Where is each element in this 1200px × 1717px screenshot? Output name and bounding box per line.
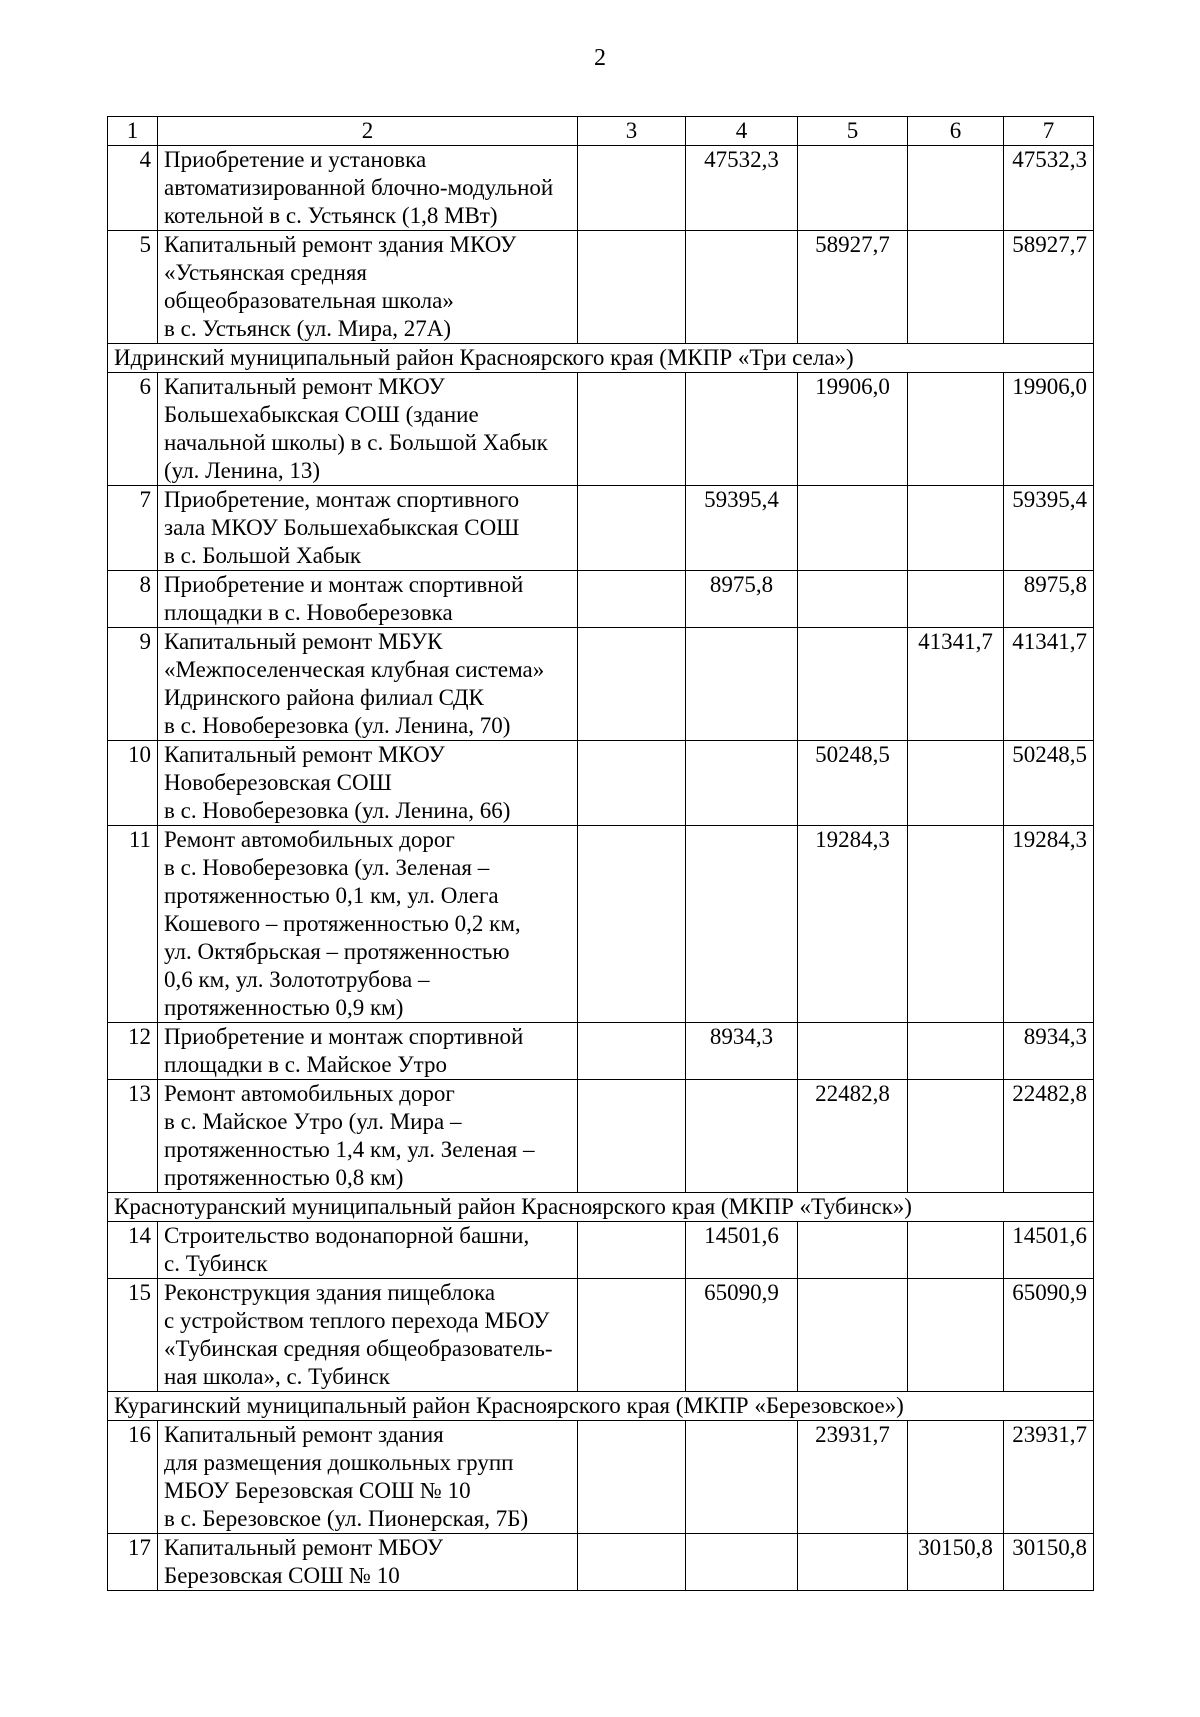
column-header: 3 bbox=[578, 117, 686, 146]
object-description bbox=[158, 1080, 578, 1193]
table-header-row bbox=[108, 117, 1094, 146]
description-line: в с. Березовское (ул. Пионерская, 7Б) bbox=[164, 1506, 529, 1531]
amount-c7: 19284,3 bbox=[1004, 826, 1094, 1023]
description-line: Капитальный ремонт МКОУ bbox=[164, 374, 445, 399]
amount-c5 bbox=[798, 1222, 908, 1279]
amount-c5 bbox=[798, 1534, 908, 1591]
description-line: с. Тубинск bbox=[164, 1251, 268, 1276]
amount-c6 bbox=[908, 486, 1004, 571]
row-number: 11 bbox=[108, 826, 158, 1023]
description-line: ул. Октябрьская – протяженностью bbox=[164, 939, 510, 964]
amount-c5 bbox=[798, 571, 908, 628]
amount-c3 bbox=[578, 146, 686, 231]
column-header: 6 bbox=[908, 117, 1004, 146]
amount-c6 bbox=[908, 571, 1004, 628]
description-line: Капитальный ремонт здания bbox=[164, 1422, 444, 1447]
object-description bbox=[158, 1534, 578, 1591]
object-description bbox=[158, 1279, 578, 1392]
object-description bbox=[158, 1421, 578, 1534]
amount-c3 bbox=[578, 1222, 686, 1279]
amount-c6 bbox=[908, 826, 1004, 1023]
amount-c7: 58927,7 bbox=[1004, 231, 1094, 344]
description-line: в с. Майское Утро (ул. Мира – bbox=[164, 1109, 462, 1134]
region-title: Курагинский муниципальный район Красноярского края (МКПР «Березовское») bbox=[108, 1392, 1094, 1421]
amount-c5: 19284,3 bbox=[798, 826, 908, 1023]
amount-c7: 59395,4 bbox=[1004, 486, 1094, 571]
description-line: в с. Устьянск (ул. Мира, 27А) bbox=[164, 316, 451, 341]
row-number: 6 bbox=[108, 373, 158, 486]
table-row bbox=[108, 1080, 1094, 1193]
amount-c6 bbox=[908, 373, 1004, 486]
amount-c3 bbox=[578, 826, 686, 1023]
amount-c6 bbox=[908, 1222, 1004, 1279]
description-line: в с. Большой Хабык bbox=[164, 543, 362, 568]
amount-c3 bbox=[578, 741, 686, 826]
amount-c4 bbox=[686, 1421, 798, 1534]
amount-c3 bbox=[578, 1080, 686, 1193]
table-row bbox=[108, 1534, 1094, 1591]
table-row bbox=[108, 1023, 1094, 1080]
description-line: Большехабыкская СОШ (здание bbox=[164, 402, 479, 427]
amount-c5 bbox=[798, 628, 908, 741]
amount-c3 bbox=[578, 1421, 686, 1534]
object-description bbox=[158, 826, 578, 1023]
table-row bbox=[108, 1222, 1094, 1279]
amount-c4 bbox=[686, 1534, 798, 1591]
amount-c3 bbox=[578, 1534, 686, 1591]
amount-c7: 23931,7 bbox=[1004, 1421, 1094, 1534]
amount-c6 bbox=[908, 741, 1004, 826]
description-line: 0,6 км, ул. Золототрубова – bbox=[164, 967, 430, 992]
amount-c4: 59395,4 bbox=[686, 486, 798, 571]
description-line: Капитальный ремонт здания МКОУ bbox=[164, 232, 517, 257]
description-line: протяженностью 0,9 км) bbox=[164, 995, 404, 1020]
amount-c7: 19906,0 bbox=[1004, 373, 1094, 486]
amount-c4 bbox=[686, 1080, 798, 1193]
object-description bbox=[158, 231, 578, 344]
description-line: начальной школы) в с. Большой Хабык bbox=[164, 430, 548, 455]
amount-c5: 50248,5 bbox=[798, 741, 908, 826]
object-description bbox=[158, 373, 578, 486]
description-line: Березовская СОШ № 10 bbox=[164, 1563, 400, 1588]
description-line: для размещения дошкольных групп bbox=[164, 1450, 514, 1475]
object-description bbox=[158, 1222, 578, 1279]
column-header: 5 bbox=[798, 117, 908, 146]
row-number: 10 bbox=[108, 741, 158, 826]
column-header: 1 bbox=[108, 117, 158, 146]
amount-c7: 41341,7 bbox=[1004, 628, 1094, 741]
description-line: МБОУ Березовская СОШ № 10 bbox=[164, 1478, 471, 1503]
description-line: Ремонт автомобильных дорог bbox=[164, 1081, 455, 1106]
amount-c3 bbox=[578, 373, 686, 486]
amount-c5: 19906,0 bbox=[798, 373, 908, 486]
table-row bbox=[108, 571, 1094, 628]
amount-c7: 14501,6 bbox=[1004, 1222, 1094, 1279]
description-line: Капитальный ремонт МБУК bbox=[164, 629, 443, 654]
amount-c7: 22482,8 bbox=[1004, 1080, 1094, 1193]
description-line: автоматизированной блочно-модульной bbox=[164, 175, 554, 200]
amount-c7: 8975,8 bbox=[1004, 571, 1094, 628]
description-line: с устройством теплого перехода МБОУ bbox=[164, 1308, 550, 1333]
description-line: зала МКОУ Большехабыкская СОШ bbox=[164, 515, 520, 540]
region-row bbox=[108, 1193, 1094, 1222]
amount-c3 bbox=[578, 571, 686, 628]
row-number: 15 bbox=[108, 1279, 158, 1392]
row-number: 8 bbox=[108, 571, 158, 628]
column-header: 4 bbox=[686, 117, 798, 146]
table-row bbox=[108, 628, 1094, 741]
description-line: площадки в с. Новоберезовка bbox=[164, 600, 453, 625]
object-description bbox=[158, 628, 578, 741]
amount-c6: 30150,8 bbox=[908, 1534, 1004, 1591]
description-line: общеобразовательная школа» bbox=[164, 288, 454, 313]
column-header: 2 bbox=[158, 117, 578, 146]
table-row bbox=[108, 373, 1094, 486]
description-line: Капитальный ремонт МКОУ bbox=[164, 742, 445, 767]
amount-c6 bbox=[908, 231, 1004, 344]
amount-c3 bbox=[578, 231, 686, 344]
amount-c4 bbox=[686, 826, 798, 1023]
table-row bbox=[108, 1279, 1094, 1392]
description-line: «Межпоселенческая клубная система» bbox=[164, 657, 545, 682]
region-title: Краснотуранский муниципальный район Красноярского края (МКПР «Тубинск») bbox=[108, 1193, 1094, 1222]
table-row bbox=[108, 231, 1094, 344]
amount-c6: 41341,7 bbox=[908, 628, 1004, 741]
description-line: Приобретение и монтаж спортивной bbox=[164, 1024, 524, 1049]
table-row bbox=[108, 146, 1094, 231]
description-line: площадки в с. Майское Утро bbox=[164, 1052, 447, 1077]
description-line: протяженностью 0,1 км, ул. Олега bbox=[164, 883, 499, 908]
description-line: Строительство водонапорной башни, bbox=[164, 1223, 530, 1248]
table-row bbox=[108, 826, 1094, 1023]
row-number: 4 bbox=[108, 146, 158, 231]
table-row bbox=[108, 1421, 1094, 1534]
amount-c5 bbox=[798, 1279, 908, 1392]
description-line: Капитальный ремонт МБОУ bbox=[164, 1535, 444, 1560]
description-line: в с. Новоберезовка (ул. Ленина, 66) bbox=[164, 798, 511, 823]
amount-c3 bbox=[578, 486, 686, 571]
row-number: 7 bbox=[108, 486, 158, 571]
description-line: Приобретение, монтаж спортивного bbox=[164, 487, 520, 512]
amount-c3 bbox=[578, 1023, 686, 1080]
amount-c6 bbox=[908, 1080, 1004, 1193]
object-description bbox=[158, 571, 578, 628]
row-number: 14 bbox=[108, 1222, 158, 1279]
amount-c4 bbox=[686, 628, 798, 741]
amount-c6 bbox=[908, 1421, 1004, 1534]
amount-c6 bbox=[908, 1279, 1004, 1392]
amount-c4: 47532,3 bbox=[686, 146, 798, 231]
table-body bbox=[108, 117, 1094, 1591]
amount-c7: 65090,9 bbox=[1004, 1279, 1094, 1392]
description-line: протяженностью 0,8 км) bbox=[164, 1165, 404, 1190]
amount-c3 bbox=[578, 628, 686, 741]
amount-c7: 47532,3 bbox=[1004, 146, 1094, 231]
object-description bbox=[158, 1023, 578, 1080]
amount-c7: 8934,3 bbox=[1004, 1023, 1094, 1080]
description-line: Реконструкция здания пищеблока bbox=[164, 1280, 496, 1305]
description-line: Новоберезовская СОШ bbox=[164, 770, 392, 795]
amount-c5: 58927,7 bbox=[798, 231, 908, 344]
amount-c6 bbox=[908, 1023, 1004, 1080]
description-line: «Тубинская средняя общеобразователь- bbox=[164, 1336, 553, 1361]
description-line: Приобретение и монтаж спортивной bbox=[164, 572, 524, 597]
region-row bbox=[108, 1392, 1094, 1421]
row-number: 17 bbox=[108, 1534, 158, 1591]
objects-table bbox=[107, 116, 1094, 1591]
amount-c4 bbox=[686, 231, 798, 344]
amount-c5 bbox=[798, 146, 908, 231]
row-number: 9 bbox=[108, 628, 158, 741]
region-title: Идринский муниципальный район Красноярского края (МКПР «Три села») bbox=[108, 344, 1094, 373]
description-line: Ремонт автомобильных дорог bbox=[164, 827, 455, 852]
amount-c4: 14501,6 bbox=[686, 1222, 798, 1279]
amount-c3 bbox=[578, 1279, 686, 1392]
amount-c4: 8934,3 bbox=[686, 1023, 798, 1080]
row-number: 13 bbox=[108, 1080, 158, 1193]
description-line: Приобретение и установка bbox=[164, 147, 427, 172]
object-description bbox=[158, 741, 578, 826]
table-row bbox=[108, 741, 1094, 826]
description-line: в с. Новоберезовка (ул. Ленина, 70) bbox=[164, 713, 511, 738]
amount-c5: 22482,8 bbox=[798, 1080, 908, 1193]
description-line: протяженностью 1,4 км, ул. Зеленая – bbox=[164, 1137, 535, 1162]
amount-c4: 65090,9 bbox=[686, 1279, 798, 1392]
page-number: 2 bbox=[594, 45, 606, 71]
column-header: 7 bbox=[1004, 117, 1094, 146]
row-number: 12 bbox=[108, 1023, 158, 1080]
amount-c5: 23931,7 bbox=[798, 1421, 908, 1534]
row-number: 16 bbox=[108, 1421, 158, 1534]
amount-c5 bbox=[798, 1023, 908, 1080]
amount-c4 bbox=[686, 741, 798, 826]
object-description bbox=[158, 486, 578, 571]
description-line: Идринского района филиал СДК bbox=[164, 685, 484, 710]
amount-c4 bbox=[686, 373, 798, 486]
description-line: «Устьянская средняя bbox=[164, 260, 368, 285]
amount-c7: 30150,8 bbox=[1004, 1534, 1094, 1591]
description-line: Кошевого – протяженностью 0,2 км, bbox=[164, 911, 521, 936]
amount-c4: 8975,8 bbox=[686, 571, 798, 628]
object-description bbox=[158, 146, 578, 231]
region-row bbox=[108, 344, 1094, 373]
description-line: ная школа», с. Тубинск bbox=[164, 1364, 390, 1389]
amount-c6 bbox=[908, 146, 1004, 231]
table-row bbox=[108, 486, 1094, 571]
description-line: котельной в с. Устьянск (1,8 МВт) bbox=[164, 203, 498, 228]
amount-c7: 50248,5 bbox=[1004, 741, 1094, 826]
description-line: (ул. Ленина, 13) bbox=[164, 458, 321, 483]
row-number: 5 bbox=[108, 231, 158, 344]
amount-c5 bbox=[798, 486, 908, 571]
description-line: в с. Новоберезовка (ул. Зеленая – bbox=[164, 855, 490, 880]
